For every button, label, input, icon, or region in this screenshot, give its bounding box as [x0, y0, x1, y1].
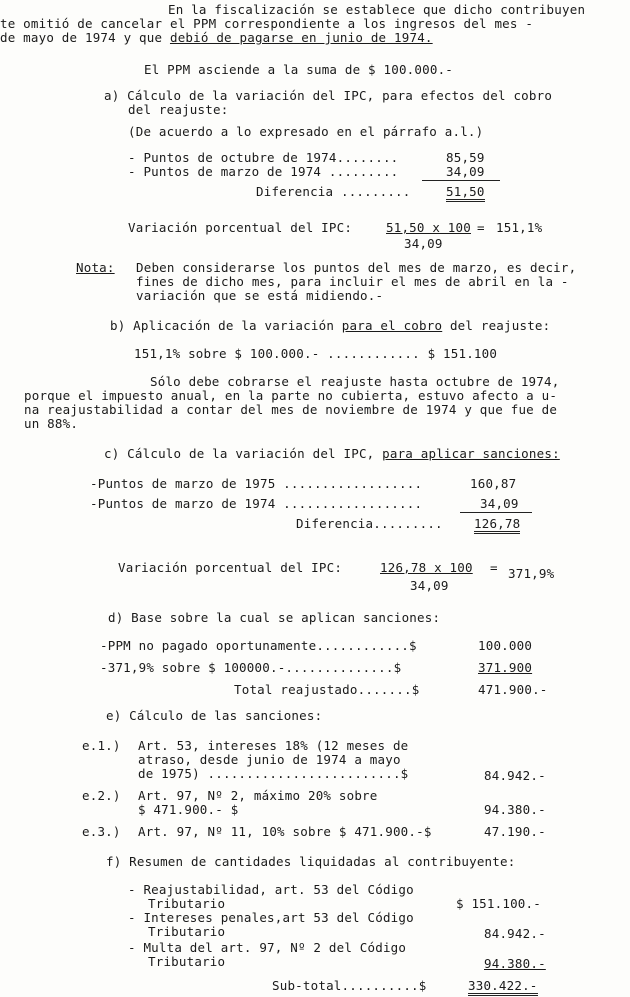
section-d-row2-label: -371,9% sobre $ 100000.-..............$ — [100, 660, 402, 675]
section-e2-line-1: Art. 97, Nº 2, máximo 20% sobre — [138, 788, 378, 803]
section-e1-line-2: atraso, desde junio de 1974 a mayo — [138, 752, 401, 767]
section-e2-line-2: $ 471.900.- $ — [138, 802, 239, 817]
section-a-title-2: del reajuste: — [128, 102, 229, 117]
section-c-title-underlined: para aplicar sanciones: — [382, 446, 560, 461]
section-e2-value: 94.380.- — [484, 802, 546, 817]
section-c-row2-label: -Puntos de marzo de 1974 .................. — [90, 496, 423, 511]
section-b-para-1: Sólo debe cobrarse el reajuste hasta octubre de 1974, — [150, 374, 560, 389]
nota-line-2: fines de dicho mes, para incluir el mes de abril en la - — [136, 274, 569, 289]
section-a-rule — [422, 180, 500, 181]
section-b-calc: 151,1% sobre $ 100.000.- ............ $ 151.100 — [134, 346, 498, 361]
section-a-row2-label: - Puntos de marzo de 1974 ......... — [128, 164, 399, 179]
section-f-subtotal-value: 330.422.- — [468, 978, 538, 996]
section-d-total-value: 471.900.- — [478, 682, 548, 697]
section-a-row2-value: 34,09 — [446, 164, 485, 179]
section-d-row1-label: -PPM no pagado oportunamente............$ — [100, 638, 417, 653]
section-d-total-label: Total reajustado.......$ — [234, 682, 420, 697]
section-d-title: d) Base sobre la cual se aplican sanciones: — [108, 610, 441, 625]
section-b-para-2: porque el impuesto anual, en la parte no cubierta, estuvo afecto a u- — [24, 388, 558, 403]
section-c-row1-label: -Puntos de marzo de 1975 .................. — [90, 476, 423, 491]
section-a-var-numerator: 51,50 x 100 — [386, 220, 471, 235]
section-d-row2-value: 371.900 — [478, 660, 533, 675]
section-e-title: e) Cálculo de las sanciones: — [106, 708, 323, 723]
intro-line-1: En la fiscalización se establece que dicho contribuyen — [168, 2, 586, 17]
section-f-subtotal-label: Sub-total..........$ — [272, 978, 427, 993]
section-a-diff-label: Diferencia ......... — [256, 184, 411, 199]
section-e3-label: e.3.) — [82, 824, 121, 839]
section-f-row3-line-1: - Multa del art. 97, Nº 2 del Código — [128, 940, 407, 955]
section-e1-value: 84.942.- — [484, 768, 546, 783]
section-f-row2-line-1: - Intereses penales,art 53 del Código — [128, 910, 414, 925]
section-f-row2-line-2: Tributario — [148, 924, 226, 939]
intro-line-3-text: de mayo de 1974 y que — [0, 30, 170, 45]
section-c-var-result: 371,9% — [508, 566, 555, 581]
section-e2-label: e.2.) — [82, 788, 121, 803]
section-a-var-label: Variación porcentual del IPC: — [128, 220, 353, 235]
section-f-row2-value: 84.942.- — [484, 926, 546, 941]
section-f-row3-line-2: Tributario — [148, 954, 226, 969]
section-d-row1-value: 100.000 — [478, 638, 533, 653]
section-f-row1-line-1: - Reajustabilidad, art. 53 del Código — [128, 882, 414, 897]
nota-line-3: variación que se está midiendo.- — [136, 288, 384, 303]
section-f-title: f) Resumen de cantidades liquidadas al contribuyente: — [106, 854, 516, 869]
section-b-title — [110, 318, 550, 333]
section-e1-line-3: de 1975) .........................$ — [138, 766, 409, 781]
section-c-var-denominator: 34,09 — [410, 578, 449, 593]
section-a-var-denominator: 34,09 — [404, 236, 443, 251]
section-b-para-4: un 88%. — [24, 416, 79, 431]
nota-line-1: Deben considerarse los puntos del mes de marzo, es decir, — [136, 260, 577, 275]
section-b-title-text: b) Aplicación de la variación — [110, 318, 342, 333]
intro-line-2: te omitió de cancelar el PPM correspondiente a los ingresos del mes - — [0, 16, 534, 31]
nota-label: Nota: — [76, 260, 115, 275]
section-a-diff-value: 51,50 — [446, 184, 485, 202]
intro-line-3-underlined: debió de pagarse en junio de 1974. — [169, 30, 433, 45]
section-b-para-3: na reajustabilidad a contar del mes de noviembre de 1974 y que fue de — [24, 402, 558, 417]
section-c-var-numerator: 126,78 x 100 — [380, 560, 473, 575]
section-c-var-label: Variación porcentual del IPC: — [118, 560, 343, 575]
section-a-row1-label: - Puntos de octubre de 1974........ — [128, 150, 399, 165]
section-c-row1-value: 160,87 — [470, 476, 517, 491]
section-c-rule — [460, 512, 532, 513]
section-a-title: a) Cálculo de la variación del IPC, para efectos del cobro — [104, 88, 553, 103]
section-c-var-equals: = — [490, 560, 498, 575]
section-f-row1-value: $ 151.100.- — [456, 896, 541, 911]
section-f-row3-value: 94.380.- — [484, 956, 546, 971]
section-b-title-end: del reajuste: — [442, 318, 551, 333]
section-c-diff-label: Diferencia......... — [296, 516, 443, 531]
section-c-row2-value: 34,09 — [480, 496, 519, 511]
section-c-title — [104, 446, 560, 461]
section-e1-line-1: Art. 53, intereses 18% (12 meses de — [138, 738, 409, 753]
ppm-amount: El PPM asciende a la suma de $ 100.000.- — [144, 62, 454, 77]
section-a-var-result: 151,1% — [496, 220, 543, 235]
section-e1-label: e.1.) — [82, 738, 121, 753]
section-f-row1-line-2: Tributario — [148, 896, 226, 911]
section-a-note: (De acuerdo a lo expresado en el párrafo a.l.) — [128, 124, 484, 139]
section-b-title-underlined: para el cobro — [341, 318, 443, 333]
section-c-diff-value: 126,78 — [474, 516, 520, 534]
intro-line-3 — [0, 30, 433, 45]
section-a-row1-value: 85,59 — [446, 150, 485, 165]
section-c-title-text: c) Cálculo de la variación del IPC, — [104, 446, 383, 461]
section-e3-line-1: Art. 97, Nº 11, 10% sobre $ 471.900.-$ — [138, 824, 432, 839]
section-e3-value: 47.190.- — [484, 824, 546, 839]
section-a-var-equals: = — [477, 220, 485, 235]
